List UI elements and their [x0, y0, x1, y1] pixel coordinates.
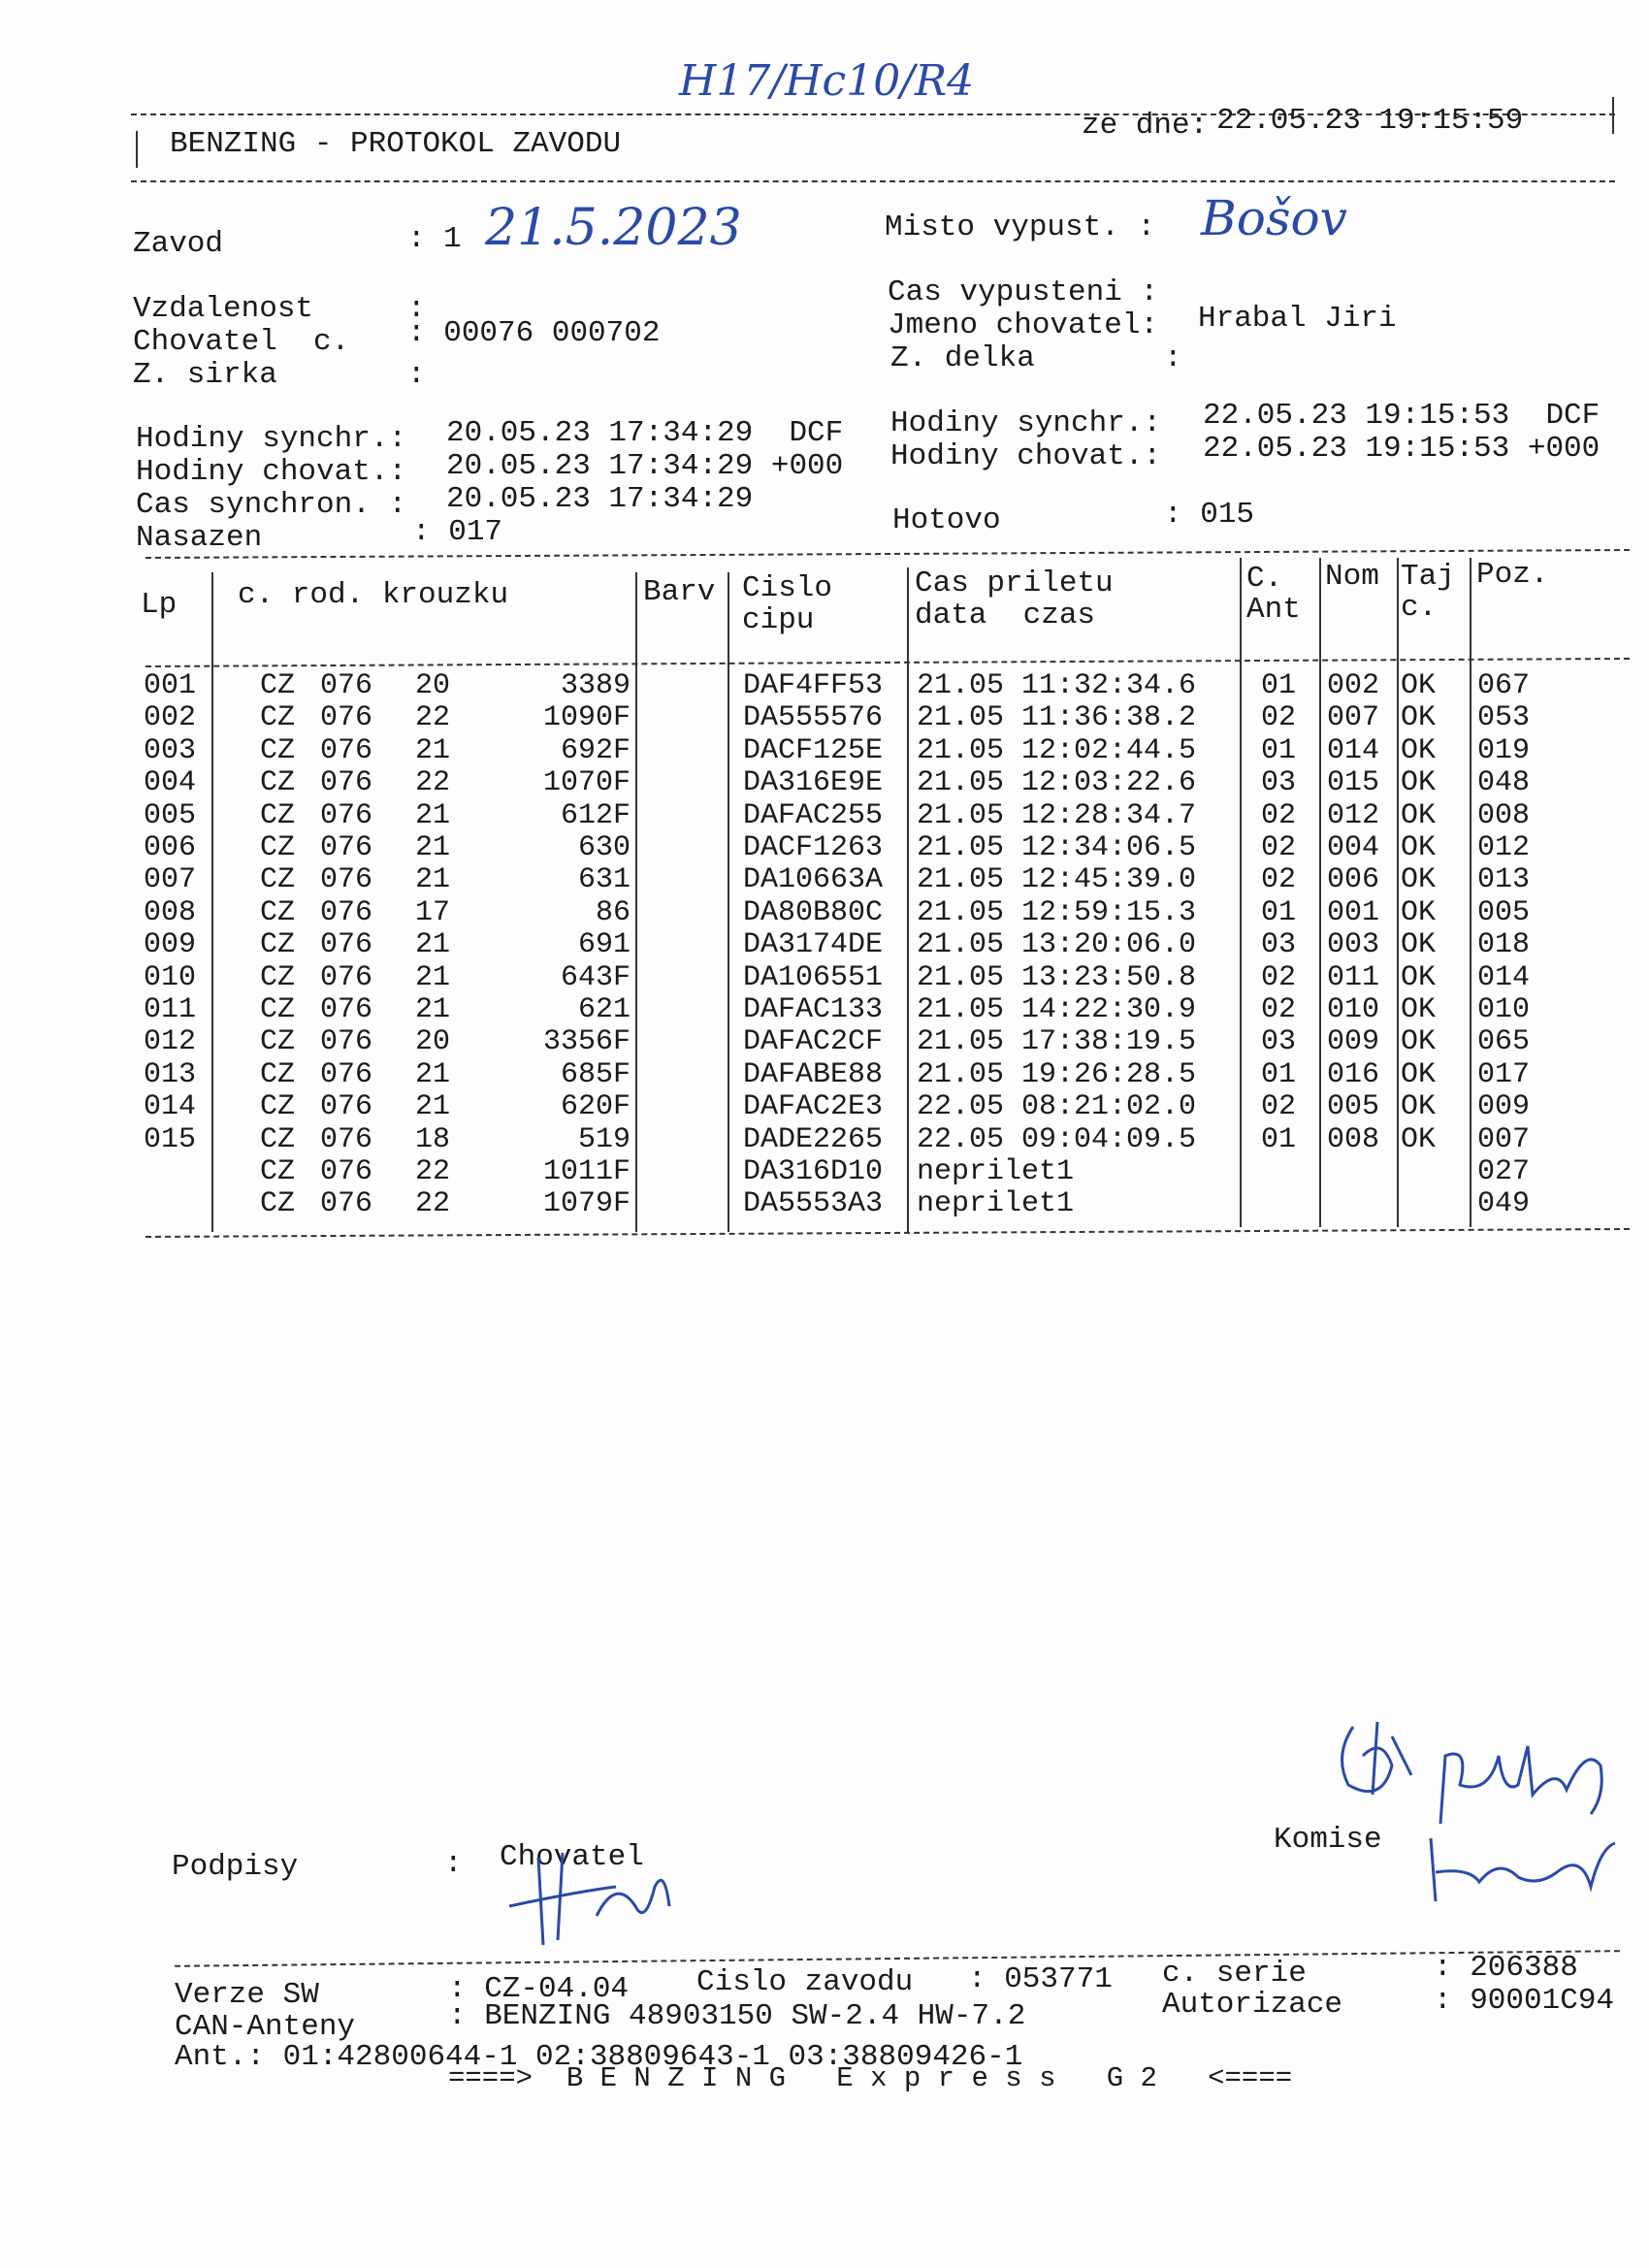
committee-signature-1 — [1324, 1717, 1431, 1814]
cell-taj: OK — [1401, 1025, 1437, 1059]
vzdalenost-colon: : — [407, 292, 426, 326]
cell-country: CZ — [260, 733, 296, 767]
cell-ring-number: 86 — [595, 895, 630, 929]
cell-lp: 013 — [144, 1057, 197, 1091]
cell-org: 076 — [320, 733, 373, 767]
table-header-rule — [146, 658, 1630, 667]
cell-year: 21 — [415, 928, 451, 962]
cell-country: CZ — [260, 1057, 296, 1091]
left-hodiny-chovat-label: Hodiny chovat.: — [136, 455, 407, 489]
cell-ring-number: 630 — [577, 831, 630, 864]
cell-taj: OK — [1401, 928, 1437, 962]
cell-antenna: 01 — [1261, 733, 1297, 767]
table-row — [0, 734, 1649, 767]
cell-arrival: 21.05 12:34:06.5 — [917, 831, 1197, 864]
cell-nom: 010 — [1327, 993, 1380, 1026]
cell-chip: DA5553A3 — [743, 1187, 884, 1221]
zavod-label: Zavod — [133, 227, 224, 261]
cell-antenna: 02 — [1261, 960, 1297, 994]
cell-position: 007 — [1477, 1122, 1531, 1156]
vzdalenost-label: Vzdalenost — [133, 292, 314, 326]
chovatel-label: Chovatel c. — [133, 325, 350, 359]
cell-arrival: neprilet1 — [917, 1155, 1075, 1188]
table-row — [0, 1090, 1649, 1123]
th-data-czas: data czas — [915, 599, 1096, 632]
cell-lp: 015 — [144, 1122, 197, 1156]
cell-antenna: 02 — [1261, 863, 1297, 897]
cell-antenna: 03 — [1261, 928, 1297, 962]
cell-org: 076 — [320, 928, 373, 962]
cell-org: 076 — [320, 1187, 373, 1221]
handwritten-date: 21.5.2023 — [485, 199, 742, 257]
cell-position: 017 — [1477, 1057, 1531, 1091]
hotovo-label: Hotovo — [892, 503, 1001, 537]
th-cislo: Cislo — [742, 571, 833, 605]
zsirka-colon: : — [407, 358, 426, 392]
cell-lp: 009 — [144, 928, 197, 962]
c-serie-label: c. serie — [1162, 1957, 1307, 1991]
autorizace-value: : 90001C94 — [1434, 1984, 1615, 2018]
cell-nom: 011 — [1327, 960, 1380, 994]
cell-country: CZ — [260, 701, 296, 735]
cell-lp: 004 — [144, 766, 197, 800]
cell-year: 21 — [415, 960, 451, 994]
cell-position: 019 — [1477, 733, 1531, 767]
cell-nom: 016 — [1327, 1057, 1380, 1091]
cell-antenna: 02 — [1261, 798, 1297, 832]
cell-position: 065 — [1477, 1025, 1531, 1059]
cell-country: CZ — [260, 960, 296, 994]
cell-org: 076 — [320, 1057, 373, 1091]
left-hodiny-chovat-value: 20.05.23 17:34:29 +000 — [446, 449, 844, 483]
cell-chip: DA10663A — [743, 863, 884, 897]
cell-arrival: 22.05 08:21:02.0 — [917, 1090, 1197, 1124]
nasazen-number: 017 — [448, 515, 503, 549]
breeder-signature — [500, 1848, 694, 1955]
cell-nom: 007 — [1327, 701, 1380, 735]
cell-org: 076 — [320, 701, 373, 735]
cell-position: 005 — [1477, 895, 1531, 929]
cell-country: CZ — [260, 1155, 296, 1188]
brand-line: ====> B E N Z I N G E x p r e s s G 2 <==== — [448, 2062, 1293, 2094]
chovatel-signature-label: Chovatel — [500, 1840, 644, 1874]
cell-position: 009 — [1477, 1090, 1531, 1124]
chovatel-value: : 00076 000702 — [407, 316, 661, 350]
cell-org: 076 — [320, 1090, 373, 1124]
cell-lp: 005 — [144, 798, 197, 832]
cell-position: 053 — [1477, 701, 1531, 735]
table-row — [0, 993, 1649, 1026]
cell-ring-number: 519 — [577, 1122, 630, 1156]
committee-signature-3 — [1411, 1829, 1625, 1916]
cell-lp: 008 — [144, 895, 197, 929]
cell-antenna: 01 — [1261, 1122, 1297, 1156]
cell-ring-number: 691 — [577, 928, 630, 962]
can-value: : BENZING 48903150 SW-2.4 HW-7.2 — [448, 1999, 1026, 2033]
cell-lp: 003 — [144, 733, 197, 767]
cell-chip: DA555576 — [743, 701, 884, 735]
cell-nom: 006 — [1327, 863, 1380, 897]
cell-taj: OK — [1401, 798, 1437, 832]
cell-country: CZ — [260, 798, 296, 832]
cell-taj: OK — [1401, 1090, 1437, 1124]
cell-lp: 014 — [144, 1090, 197, 1124]
right-hodiny-synchr-value: 22.05.23 19:15:53 DCF — [1203, 399, 1600, 433]
cell-year: 17 — [415, 895, 451, 929]
cell-chip: DAF4FF53 — [743, 669, 884, 702]
can-label: CAN-Anteny — [175, 2010, 356, 2044]
cell-country: CZ — [260, 928, 296, 962]
cell-org: 076 — [320, 960, 373, 994]
cell-chip: DADE2265 — [743, 1122, 884, 1156]
th-ant-c: C. — [1246, 562, 1283, 596]
cell-year: 20 — [415, 669, 451, 702]
hotovo-value: : 015 — [1164, 498, 1255, 532]
jmeno-label: Jmeno chovatel: — [888, 308, 1159, 342]
cell-ring-number: 631 — [577, 863, 630, 897]
report-date-label: ze dne: — [1082, 109, 1209, 143]
cell-chip: DACF1263 — [743, 831, 884, 864]
cell-ring-number: 1011F — [542, 1155, 630, 1188]
cell-antenna: 03 — [1261, 1025, 1297, 1059]
cell-org: 076 — [320, 1025, 373, 1059]
cell-antenna: 03 — [1261, 766, 1297, 800]
report-date-value: 22.05.23 19:15:59 — [1216, 104, 1524, 138]
cell-arrival: 21.05 12:59:15.3 — [917, 895, 1197, 929]
cell-org: 076 — [320, 863, 373, 897]
cell-arrival: 21.05 12:45:39.0 — [917, 863, 1197, 897]
cell-lp: 011 — [144, 993, 197, 1026]
cell-org: 076 — [320, 1122, 373, 1156]
cell-nom: 015 — [1327, 766, 1380, 800]
table-bottom-rule — [146, 1228, 1630, 1238]
cell-arrival: 21.05 11:32:34.6 — [917, 669, 1197, 702]
cell-country: CZ — [260, 1025, 296, 1059]
table-top-rule — [146, 549, 1630, 559]
cislo-zavodu-label: Cislo zavodu — [696, 1965, 914, 1999]
cislo-zavodu-value: : 053771 — [968, 1962, 1113, 1996]
cell-country: CZ — [260, 1090, 296, 1124]
cell-nom: 002 — [1327, 669, 1380, 702]
cell-chip: DA316D10 — [743, 1155, 884, 1188]
cell-nom: 009 — [1327, 1025, 1380, 1059]
cell-year: 22 — [415, 1187, 451, 1221]
cell-taj: OK — [1401, 863, 1437, 897]
zavod-value: 1 — [443, 222, 462, 256]
th-poz: Poz. — [1476, 558, 1549, 592]
cell-ring-number: 692F — [560, 733, 630, 767]
cell-ring-number: 3389 — [560, 669, 630, 702]
cell-taj: OK — [1401, 733, 1437, 767]
cell-taj: OK — [1401, 1122, 1437, 1156]
cell-ring-number: 1079F — [542, 1187, 630, 1221]
cell-country: CZ — [260, 669, 296, 702]
cell-lp: 002 — [144, 701, 197, 735]
cell-position: 018 — [1477, 928, 1531, 962]
cell-taj: OK — [1401, 766, 1437, 800]
cell-country: CZ — [260, 993, 296, 1026]
cell-position: 049 — [1477, 1187, 1531, 1221]
cell-taj: OK — [1401, 993, 1437, 1026]
table-row — [0, 831, 1649, 864]
cell-year: 21 — [415, 993, 451, 1026]
zsirka-label: Z. sirka — [133, 358, 277, 392]
cell-year: 18 — [415, 1122, 451, 1156]
cell-arrival: 21.05 14:22:30.9 — [917, 993, 1197, 1026]
cell-chip: DA316E9E — [743, 766, 884, 800]
cell-country: CZ — [260, 1122, 296, 1156]
komise-label: Komise — [1274, 1823, 1382, 1857]
cell-arrival: neprilet1 — [917, 1187, 1075, 1221]
verze-label: Verze SW — [175, 1978, 319, 2012]
cell-org: 076 — [320, 831, 373, 864]
cell-antenna: 02 — [1261, 993, 1297, 1026]
cell-arrival: 21.05 13:23:50.8 — [917, 960, 1197, 994]
cell-year: 22 — [415, 701, 451, 735]
cell-antenna: 01 — [1261, 669, 1297, 702]
nasazen-value: : 017 — [412, 515, 503, 549]
cas-synchron-label: Cas synchron. : — [136, 488, 407, 522]
cell-arrival: 21.05 12:02:44.5 — [917, 733, 1197, 767]
nasazen-label: Nasazen — [136, 521, 263, 555]
cell-position: 067 — [1477, 669, 1531, 702]
cell-arrival: 21.05 11:36:38.2 — [917, 701, 1197, 735]
cell-arrival: 21.05 12:28:34.7 — [917, 798, 1197, 832]
table-row — [0, 1155, 1649, 1188]
cell-nom: 014 — [1327, 733, 1380, 767]
cell-org: 076 — [320, 766, 373, 800]
cell-year: 21 — [415, 1057, 451, 1091]
th-lp: Lp — [141, 588, 178, 622]
table-row — [0, 928, 1649, 961]
header-bottom-rule — [131, 180, 1615, 182]
cell-taj: OK — [1401, 669, 1437, 702]
antenna-line: Ant.: 01:42800644-1 02:38809643-1 03:38809426-1 — [175, 2040, 1023, 2074]
cell-org: 076 — [320, 895, 373, 929]
cell-taj: OK — [1401, 831, 1437, 864]
cell-arrival: 21.05 13:20:06.0 — [917, 928, 1197, 962]
cell-year: 22 — [415, 766, 451, 800]
right-hodiny-chovat-label: Hodiny chovat.: — [890, 439, 1162, 473]
cell-country: CZ — [260, 766, 296, 800]
zdelka-colon: : — [1164, 341, 1182, 375]
right-hodiny-chovat-value: 22.05.23 19:15:53 +000 — [1203, 432, 1600, 466]
zdelka-label: Z. delka — [890, 341, 1035, 375]
right-hodiny-synchr-label: Hodiny synchr.: — [890, 406, 1162, 440]
cell-taj: OK — [1401, 1057, 1437, 1091]
cell-country: CZ — [260, 863, 296, 897]
cell-position: 010 — [1477, 993, 1531, 1026]
cell-ring-number: 612F — [560, 798, 630, 832]
header-right-bar — [1612, 97, 1614, 134]
cell-org: 076 — [320, 798, 373, 832]
cas-synchron-value: 20.05.23 17:34:29 — [446, 482, 754, 516]
cell-chip: DAFABE88 — [743, 1057, 884, 1091]
cell-year: 22 — [415, 1155, 451, 1188]
cell-nom: 001 — [1327, 895, 1380, 929]
cell-arrival: 21.05 12:03:22.6 — [917, 766, 1197, 800]
cell-ring-number: 3356F — [542, 1025, 630, 1059]
cell-ring-number: 643F — [560, 960, 630, 994]
handwritten-code: H17/Hc10/R4 — [679, 56, 975, 106]
cell-chip: DACF125E — [743, 733, 884, 767]
cell-chip: DAFAC255 — [743, 798, 884, 832]
table-row — [0, 799, 1649, 832]
cell-org: 076 — [320, 993, 373, 1026]
table-row — [0, 896, 1649, 929]
cell-nom: 003 — [1327, 928, 1380, 962]
th-barv: Barv — [643, 575, 716, 609]
cell-ring-number: 620F — [560, 1090, 630, 1124]
table-row — [0, 1187, 1649, 1220]
cell-country: CZ — [260, 895, 296, 929]
cell-lp: 007 — [144, 863, 197, 897]
misto-label: Misto vypust. : — [885, 211, 1156, 244]
cell-nom: 008 — [1327, 1122, 1380, 1156]
verze-value: : CZ-04.04 — [448, 1972, 630, 2006]
cell-nom: 005 — [1327, 1090, 1380, 1124]
cell-position: 027 — [1477, 1155, 1531, 1188]
table-row — [0, 701, 1649, 734]
cell-org: 076 — [320, 1155, 373, 1188]
cell-antenna: 01 — [1261, 895, 1297, 929]
th-ring: c. rod. krouzku — [238, 578, 509, 612]
report-title: BENZING - PROTOKOL ZAVODU — [170, 127, 622, 161]
table-row — [0, 1025, 1649, 1058]
cell-taj: OK — [1401, 960, 1437, 994]
th-cas: Cas priletu — [915, 567, 1114, 600]
cell-antenna: 02 — [1261, 701, 1297, 735]
cell-lp: 012 — [144, 1025, 197, 1059]
th-ant: Ant — [1246, 593, 1301, 627]
cell-year: 21 — [415, 733, 451, 767]
cell-arrival: 21.05 17:38:19.5 — [917, 1025, 1197, 1059]
jmeno-value: Hrabal Jiri — [1198, 302, 1397, 336]
cell-nom: 004 — [1327, 831, 1380, 864]
handwritten-place: Bošov — [1201, 190, 1347, 246]
cell-ring-number: 1090F — [542, 701, 630, 735]
cell-lp: 010 — [144, 960, 197, 994]
committee-signature-2 — [1431, 1736, 1625, 1843]
podpisy-colon: : — [444, 1847, 463, 1881]
cell-position: 012 — [1477, 831, 1531, 864]
left-hodiny-synchr-label: Hodiny synchr.: — [136, 422, 407, 456]
table-row — [0, 669, 1649, 702]
cell-ring-number: 685F — [560, 1057, 630, 1091]
cell-position: 014 — [1477, 960, 1531, 994]
table-row — [0, 863, 1649, 896]
cell-chip: DAFAC2E3 — [743, 1090, 884, 1124]
table-row — [0, 766, 1649, 799]
cell-chip: DA80B80C — [743, 895, 884, 929]
cell-year: 21 — [415, 798, 451, 832]
cell-chip: DAFAC133 — [743, 993, 884, 1026]
podpisy-label: Podpisy — [172, 1850, 299, 1884]
cell-country: CZ — [260, 1187, 296, 1221]
table-row — [0, 1123, 1649, 1156]
cell-taj: OK — [1401, 701, 1437, 735]
cell-arrival: 22.05 09:04:09.5 — [917, 1122, 1197, 1156]
autorizace-label: Autorizace — [1162, 1988, 1343, 2022]
cell-taj: OK — [1401, 895, 1437, 929]
th-cipu: cipu — [742, 603, 815, 637]
cell-lp: 001 — [144, 669, 197, 702]
zavod-colon: : — [407, 222, 426, 256]
hotovo-number: 015 — [1200, 498, 1255, 532]
cell-antenna: 01 — [1261, 1057, 1297, 1091]
cell-position: 048 — [1477, 766, 1531, 800]
cell-org: 076 — [320, 669, 373, 702]
cas-vypusteni-label: Cas vypusteni : — [888, 275, 1159, 309]
chovatel-number: 00076 000702 — [443, 316, 661, 350]
cell-year: 21 — [415, 863, 451, 897]
cell-ring-number: 1070F — [542, 766, 630, 800]
th-nom: Nom — [1325, 560, 1379, 594]
table-row — [0, 961, 1649, 994]
cell-year: 21 — [415, 1090, 451, 1124]
cell-year: 21 — [415, 831, 451, 864]
cell-chip: DA3174DE — [743, 928, 884, 962]
c-serie-value: : 206388 — [1434, 1951, 1578, 1985]
th-taj-c: c. — [1401, 591, 1438, 625]
table-row — [0, 1058, 1649, 1091]
th-taj: Taj — [1401, 560, 1455, 594]
cell-position: 013 — [1477, 863, 1531, 897]
left-hodiny-synchr-value: 20.05.23 17:34:29 DCF — [446, 416, 844, 450]
header-left-bar — [136, 131, 138, 168]
cell-year: 20 — [415, 1025, 451, 1059]
cell-position: 008 — [1477, 798, 1531, 832]
cell-country: CZ — [260, 831, 296, 864]
cell-nom: 012 — [1327, 798, 1380, 832]
cell-lp: 006 — [144, 831, 197, 864]
cell-ring-number: 621 — [577, 993, 630, 1026]
cell-antenna: 02 — [1261, 831, 1297, 864]
cell-antenna: 02 — [1261, 1090, 1297, 1124]
cell-arrival: 21.05 19:26:28.5 — [917, 1057, 1197, 1091]
cell-chip: DAFAC2CF — [743, 1025, 884, 1059]
cell-chip: DA106551 — [743, 960, 884, 994]
